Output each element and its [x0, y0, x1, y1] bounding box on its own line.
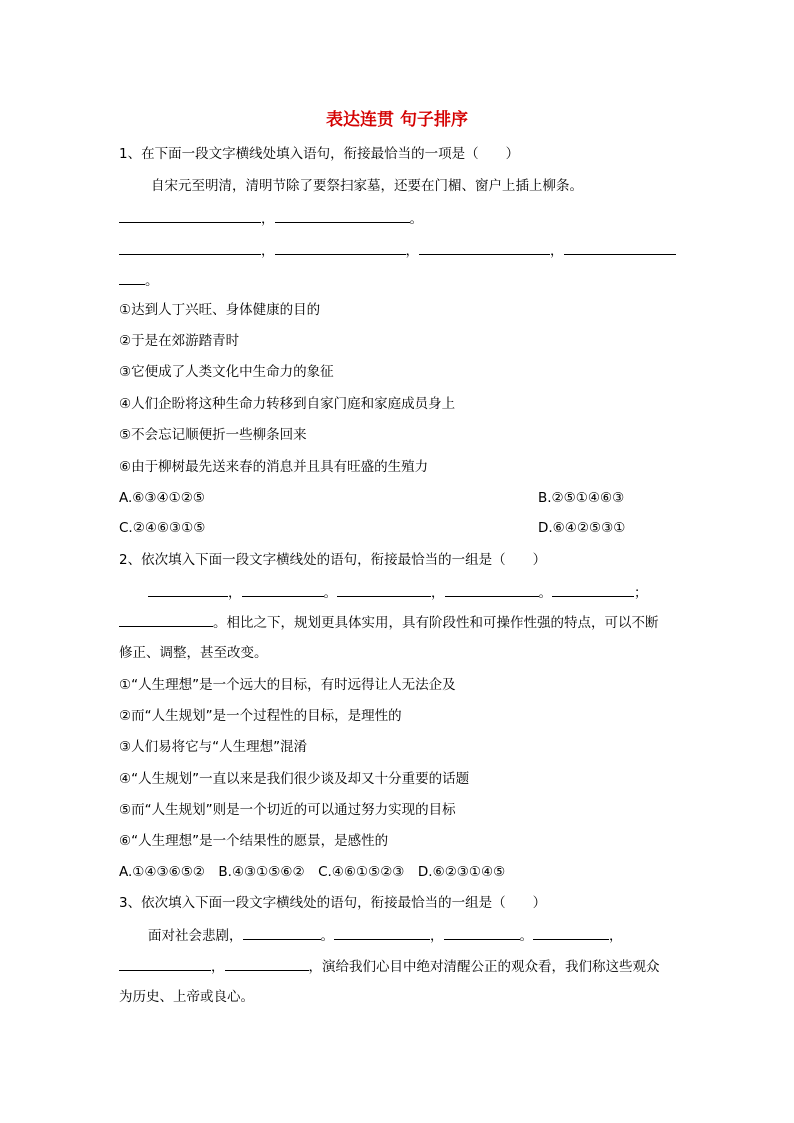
- q1-option-b[interactable]: B.②⑤①④⑥③: [538, 490, 625, 506]
- q1-item: ②于是在郊游踏青时: [119, 333, 240, 349]
- answer-blank[interactable]: [552, 582, 634, 597]
- answer-blank[interactable]: [119, 956, 211, 971]
- answer-blank[interactable]: [419, 240, 550, 255]
- q2-item: ④“人生规划”一直以来是我们很少谈及却又十分重要的话题: [119, 771, 470, 787]
- answer-blank[interactable]: [334, 925, 430, 940]
- answer-blank[interactable]: [337, 582, 431, 597]
- q3-paragraph-line-2: ， ，演给我们心目中绝对清醒公正的观众看，我们称这些观众: [119, 956, 679, 977]
- answer-blank[interactable]: [148, 582, 228, 597]
- q2-stem: 2、依次填入下面一段文字横线处的语句，衔接最恰当的一组是（ ）: [119, 552, 547, 568]
- page-title: 表达连贯 句子排序: [326, 110, 468, 130]
- answer-blank[interactable]: [225, 956, 309, 971]
- q1-option-d[interactable]: D.⑥④②⑤③①: [538, 520, 626, 536]
- q3-paragraph-line-1: 面对社会悲剧， 。 ， 。 ，: [148, 925, 708, 946]
- q3-stem: 3、依次填入下面一段文字横线处的语句，衔接最恰当的一组是（ ）: [119, 895, 547, 911]
- q1-paragraph: 自宋元至明清，清明节除了要祭扫家墓，还要在门楣、窗户上插上柳条。: [151, 178, 583, 194]
- answer-blank[interactable]: [445, 582, 539, 597]
- q2-item: ②而“人生规划”是一个过程性的目标，是理性的: [119, 708, 402, 724]
- q1-stem: 1、在下面一段文字横线处填入语句，衔接最恰当的一项是（ ）: [119, 146, 520, 162]
- answer-blank[interactable]: [444, 925, 520, 940]
- answer-blank[interactable]: [275, 240, 406, 255]
- q2-item: ⑥“人生理想”是一个结果性的愿景，是感性的: [119, 833, 389, 849]
- q2-paragraph-line-2: 修正、调整，甚至改变。: [119, 645, 268, 661]
- answer-blank[interactable]: [119, 612, 213, 627]
- answer-blank[interactable]: [119, 270, 145, 285]
- answer-blank[interactable]: [119, 208, 261, 223]
- q2-paragraph-line-1: 。相比之下，规划更具体实用，具有阶段性和可操作性强的特点，可以不断: [119, 612, 679, 633]
- q2-blank-line-1: ， 。 ， 。 ；: [148, 582, 708, 603]
- q1-blank-line-2: ， ， ，: [119, 240, 679, 261]
- q1-item: ⑤不会忘记顺便折一些柳条回来: [119, 427, 307, 443]
- q3-paragraph-line-3: 为历史、上帝或良心。: [119, 989, 254, 1005]
- q1-blank-line-3: 。: [119, 270, 679, 291]
- answer-blank[interactable]: [533, 925, 609, 940]
- q1-item: ①达到人丁兴旺、身体健康的目的: [119, 302, 321, 318]
- q2-options[interactable]: A.①④③⑥⑤② B.④③①⑤⑥② C.④⑥①⑤②③ D.⑥②③①④⑤: [119, 864, 506, 880]
- q2-item: ③人们易将它与“人生理想”混淆: [119, 739, 308, 755]
- q1-item: ③它便成了人类文化中生命力的象征: [119, 364, 334, 380]
- q2-item: ⑤而“人生规划”则是一个切近的可以通过努力实现的目标: [119, 802, 456, 818]
- answer-blank[interactable]: [275, 208, 410, 223]
- answer-blank[interactable]: [242, 582, 324, 597]
- answer-blank[interactable]: [243, 925, 321, 940]
- q1-item: ⑥由于柳树最先送来春的消息并且具有旺盛的生殖力: [119, 459, 429, 475]
- q1-option-a[interactable]: A.⑥③④①②⑤: [119, 490, 205, 506]
- q2-item: ①“人生理想”是一个远大的目标，有时远得让人无法企及: [119, 677, 456, 693]
- q1-item: ④人们企盼将这种生命力转移到自家门庭和家庭成员身上: [119, 396, 456, 412]
- answer-blank[interactable]: [119, 240, 261, 255]
- answer-blank[interactable]: [564, 240, 676, 255]
- q1-blank-line-1: ， 。: [119, 208, 679, 229]
- q1-option-c[interactable]: C.②④⑥③①⑤: [119, 520, 206, 536]
